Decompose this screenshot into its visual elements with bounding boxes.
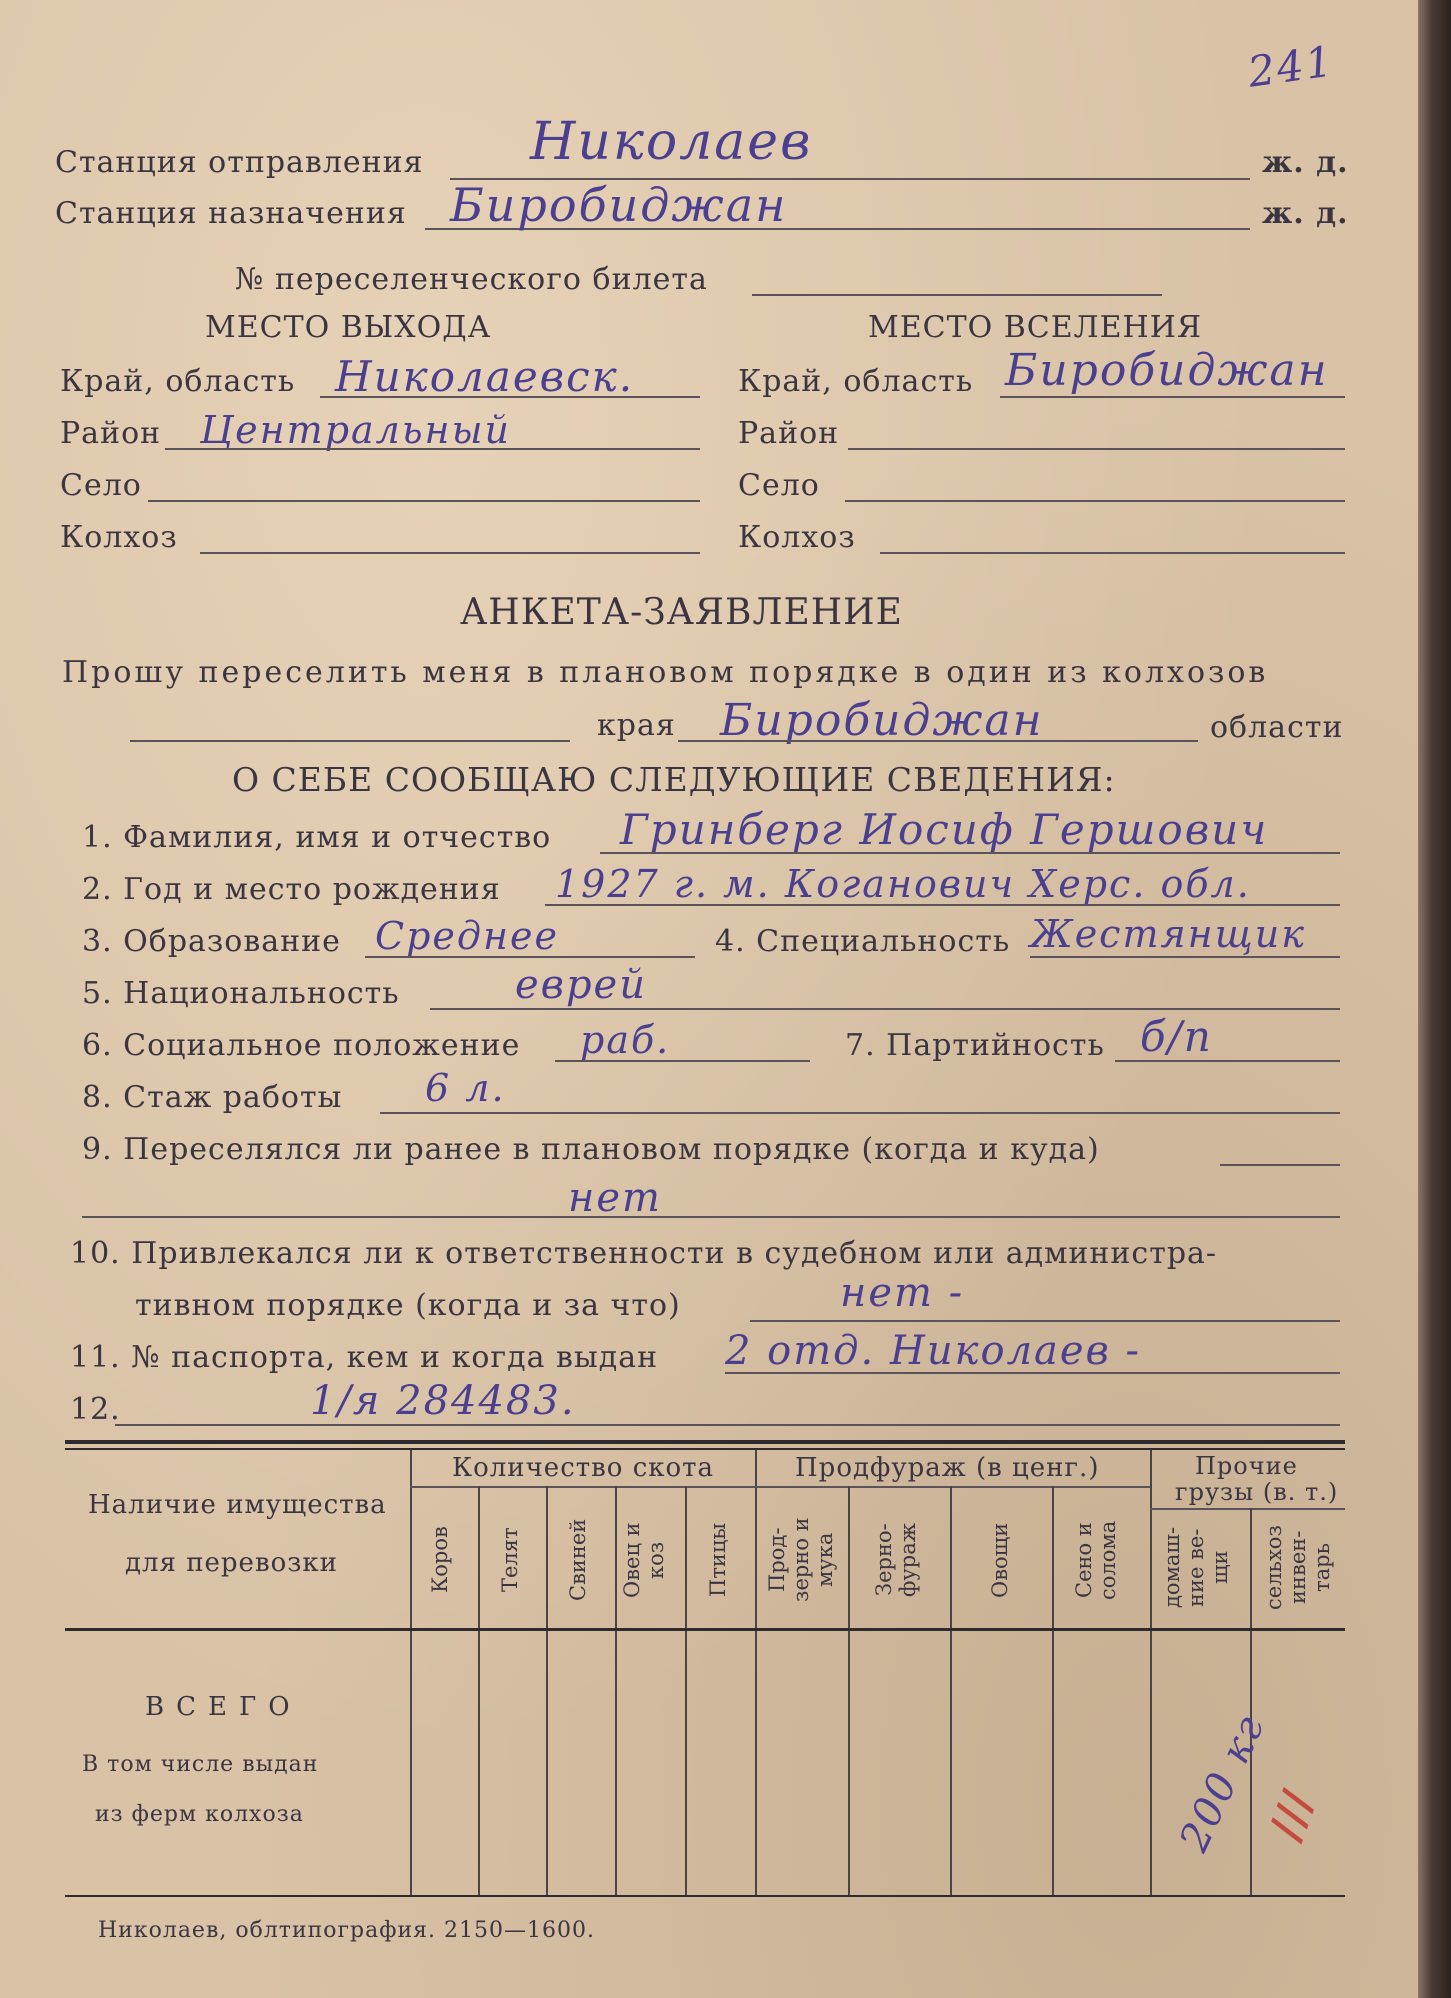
q12-label: 12.	[70, 1392, 121, 1427]
other-header-line1: Прочие	[1195, 1452, 1298, 1480]
destination-region-value: Биробиджан	[1005, 345, 1329, 396]
col-fodder: Зерно- фураж	[872, 1522, 920, 1598]
request-line-1: Прошу переселить меня в плановом порядке в один из колхозов	[62, 655, 1269, 690]
destination-village-label: Село	[738, 468, 820, 503]
q9-value: нет	[568, 1175, 662, 1221]
destination-district-label: Район	[738, 416, 840, 451]
property-label-line1: Наличие имущества	[88, 1490, 387, 1520]
handwritten-total: 200 кг	[1171, 1707, 1275, 1859]
q10-label-line1: 10. Привлекался ли к ответственности в судебном или администра-	[70, 1236, 1218, 1271]
col-pigs: Свиней	[566, 1518, 590, 1602]
q6-value: раб.	[580, 1018, 671, 1062]
col-grain: Прод- зерно и мука	[765, 1517, 837, 1603]
destination-station-label: Станция назначения	[55, 196, 407, 231]
q1-value: Гринберг Иосиф Гершович	[620, 805, 1269, 854]
q2-label: 2. Год и место рождения	[82, 872, 501, 907]
destination-kolkhoz-label: Колхоз	[738, 520, 856, 555]
livestock-header: Количество скота	[452, 1453, 715, 1483]
origin-region-label: Край, область	[60, 364, 296, 399]
q10-label-line2: тивном порядке (когда и за что)	[135, 1288, 681, 1323]
q7-value: б/п	[1140, 1012, 1213, 1061]
other-header-line2: грузы (в. т.)	[1175, 1478, 1339, 1506]
form-title: АНКЕТА-ЗАЯВЛЕНИЕ	[460, 592, 903, 633]
q3-label: 3. Образование	[82, 924, 341, 959]
q9-label: 9. Переселялся ли ранее в плановом порядке (когда и куда)	[82, 1132, 1100, 1167]
q4-label: 4. Специальность	[715, 924, 1011, 959]
q5-value: еврей	[515, 962, 647, 1008]
departure-label: Станция отправления	[55, 145, 424, 180]
q4-value: Жестянщик	[1030, 912, 1306, 956]
q10-value: нет -	[840, 1270, 965, 1316]
including-label-line1: В том числе выдан	[82, 1752, 319, 1777]
q1-label: 1. Фамилия, имя и отчество	[82, 820, 552, 855]
q6-label: 6. Социальное положение	[82, 1028, 521, 1063]
destination-title: МЕСТО ВСЕЛЕНИЯ	[868, 310, 1203, 345]
request-kraya-label: края	[597, 708, 676, 743]
q7-label: 7. Партийность	[845, 1028, 1105, 1063]
request-oblast-label: области	[1210, 710, 1344, 745]
origin-district-value: Центральный	[200, 408, 512, 452]
origin-district-label: Район	[60, 416, 162, 451]
origin-region-value: Николаевск.	[335, 352, 635, 401]
q12-value: 1/я 284483.	[310, 1378, 576, 1424]
q3-value: Среднее	[375, 914, 559, 958]
origin-kolkhoz-label: Колхоз	[60, 520, 178, 555]
col-sheep: Овец и коз	[620, 1522, 668, 1598]
departure-rail: ж. д.	[1262, 145, 1349, 180]
col-poultry: Птицы	[706, 1522, 730, 1598]
q5-label: 5. Национальность	[82, 976, 400, 1011]
red-mark: ///	[1259, 1784, 1325, 1847]
destination-region-label: Край, область	[738, 364, 974, 399]
binding-spine	[1418, 0, 1451, 1998]
q11-label: 11. № паспорта, кем и когда выдан	[70, 1340, 659, 1375]
col-hay: Сено и солома	[1072, 1520, 1120, 1600]
col-inventory: сельхоз инвен- тарь	[1262, 1525, 1334, 1610]
info-title: О СЕБЕ СООБЩАЮ СЛЕДУЮЩИЕ СВЕДЕНИЯ:	[232, 760, 1116, 799]
request-oblast-value: Биробиджан	[720, 695, 1044, 746]
origin-title: МЕСТО ВЫХОДА	[205, 310, 492, 345]
archive-number: 241	[1245, 36, 1338, 97]
printer-footer: Николаев, облтипография. 2150—1600.	[98, 1918, 595, 1943]
col-vegetables: Овощи	[988, 1522, 1012, 1598]
departure-value: Николаев	[530, 112, 813, 172]
property-label-line2: для перевозки	[125, 1548, 338, 1578]
q8-label: 8. Стаж работы	[82, 1080, 343, 1115]
q8-value: 6 л.	[425, 1066, 506, 1110]
ticket-label: № переселенческого билета	[235, 262, 708, 297]
destination-station-value: Биробиджан	[450, 178, 788, 232]
feed-header: Продфураж (в ценг.)	[795, 1453, 1100, 1483]
q2-value: 1927 г. м. Коганович Херс. обл.	[555, 862, 1251, 906]
destination-rail: ж. д.	[1262, 196, 1349, 231]
including-label-line2: из ферм колхоза	[95, 1802, 304, 1827]
origin-village-label: Село	[60, 468, 142, 503]
col-household: домаш- ние ве- щи	[1160, 1526, 1232, 1609]
q11-value: 2 отд. Николаев -	[725, 1328, 1142, 1374]
col-cows: Коров	[428, 1526, 452, 1594]
total-label: ВСЕГО	[145, 1692, 302, 1722]
col-calves: Телят	[498, 1527, 522, 1593]
